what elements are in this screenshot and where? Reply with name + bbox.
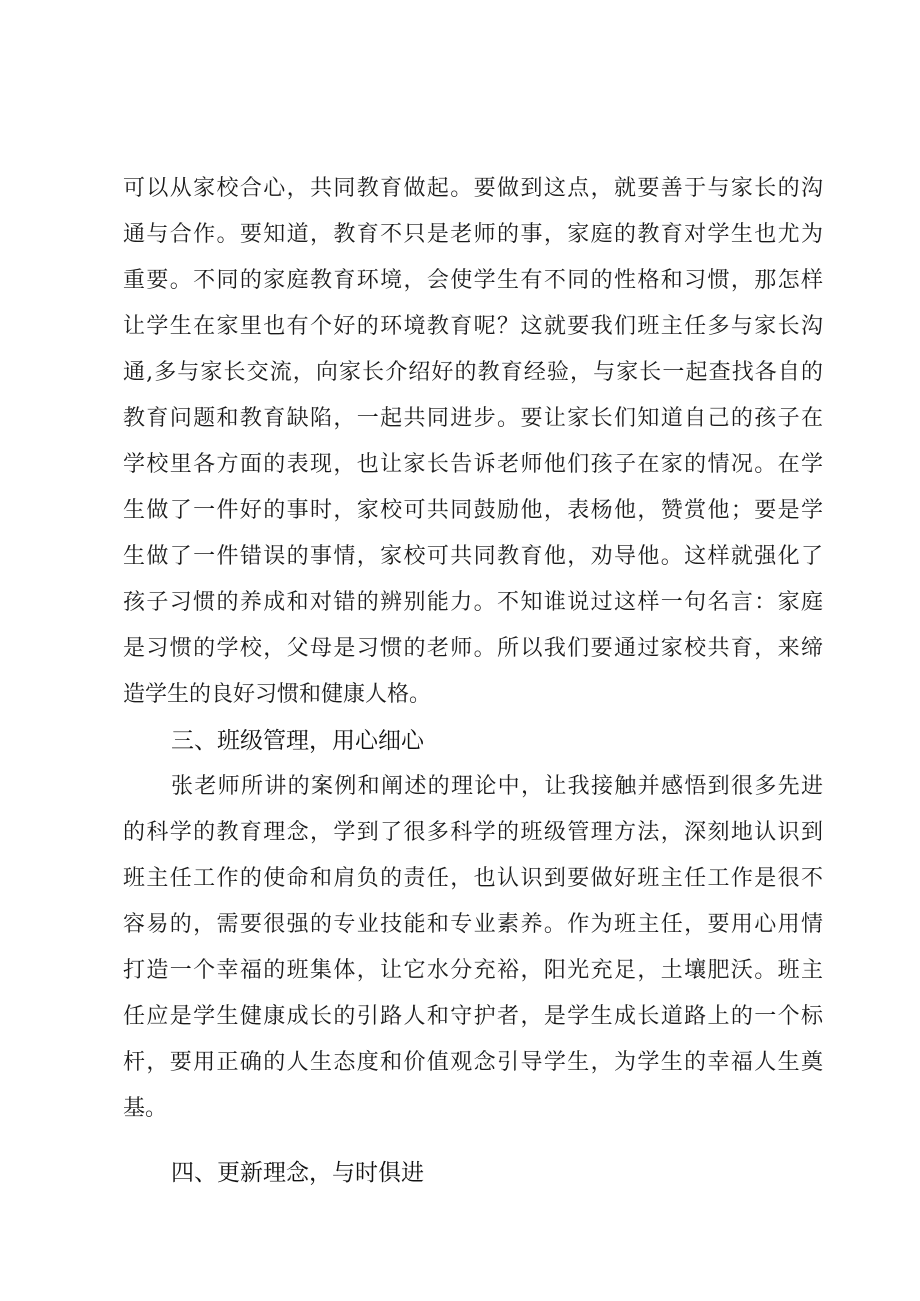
text-line: 通,多与家长交流，向家长介绍好的教育经验，与家长一起查找各自的: [123, 360, 823, 385]
text-line: 可以从家校合心，共同教育做起。要做到这点，就要善于与家长的沟: [123, 176, 823, 201]
paragraph-class-management: [123, 764, 823, 1132]
text-line: 张老师所讲的案例和阐述的理论中，让我接触并感悟到很多先进: [171, 774, 823, 799]
document-page: [123, 166, 823, 1196]
text-line: 任应是学生健康成长的引路人和守护者，是学生成长道路上的一个标: [123, 1004, 823, 1029]
spacer: [123, 1132, 823, 1150]
text-line: 通与合作。要知道，教育不只是老师的事，家庭的教育对学生也尤为: [123, 222, 823, 247]
text-line: 班主任工作的使命和肩负的责任，也认识到要做好班主任工作是很不: [123, 866, 823, 891]
text-line: 基。: [123, 1096, 168, 1121]
text-line: 生做了一件错误的事情，家校可共同教育他，劝导他。这样就强化了: [123, 544, 823, 569]
text-line: 生做了一件好的事时，家校可共同鼓励他，表杨他，赞赏他；要是学: [123, 498, 823, 523]
text-line: 的科学的教育理念，学到了很多科学的班级管理方法，深刻地认识到: [123, 820, 823, 845]
text-line: 容易的，需要很强的专业技能和专业素养。作为班主任，要用心用情: [123, 912, 823, 937]
text-line: 是习惯的学校，父母是习惯的老师。所以我们要通过家校共育，来缔: [123, 636, 823, 661]
text-line: 打造一个幸福的班集体，让它水分充裕，阳光充足，土壤肥沃。班主: [123, 958, 823, 983]
paragraph-home-school: [123, 166, 823, 718]
text-line: 让学生在家里也有个好的环境教育呢？这就要我们班主任多与家长沟: [123, 314, 823, 339]
text-line: 教育问题和教育缺陷，一起共同进步。要让家长们知道自己的孩子在: [123, 406, 823, 431]
text-line: 造学生的良好习惯和健康人格。: [123, 682, 432, 707]
section-heading-3: 三、班级管理，用心细心: [171, 728, 424, 754]
text-line: 重要。不同的家庭教育环境，会使学生有不同的性格和习惯，那怎样: [123, 268, 823, 293]
section-heading-4: 四、更新理念，与时俱进: [171, 1160, 424, 1186]
text-line: 孩子习惯的养成和对错的辨别能力。不知谁说过这样一句名言：家庭: [123, 590, 823, 615]
text-line: 杆，要用正确的人生态度和价值观念引导学生，为学生的幸福人生奠: [123, 1050, 823, 1075]
text-line: 学校里各方面的表现，也让家长告诉老师他们孩子在家的情况。在学: [123, 452, 823, 477]
